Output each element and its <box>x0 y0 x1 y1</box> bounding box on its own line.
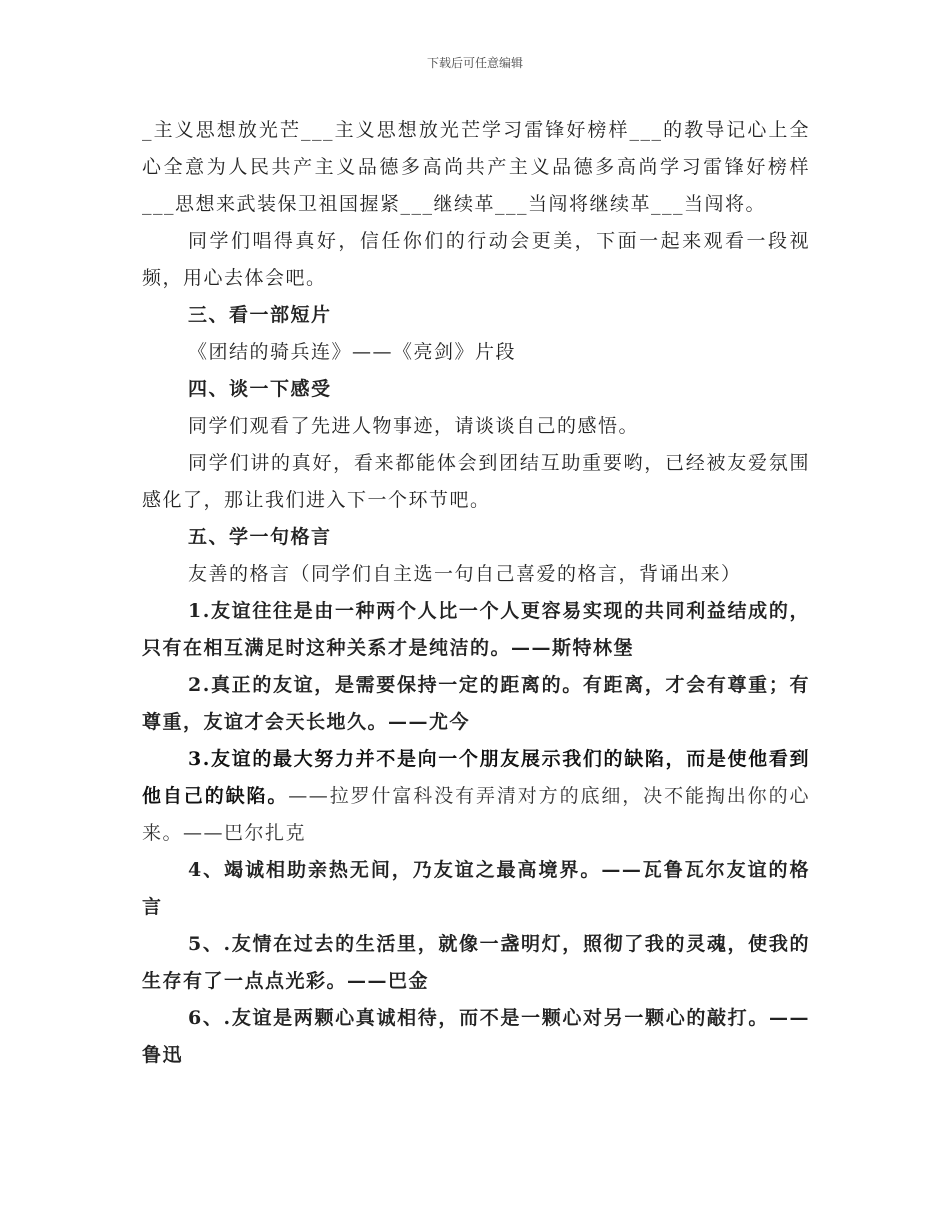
quote-item-3 <box>142 741 810 852</box>
paragraph-transition-next: 同学们讲的真好，看来都能体会到团结互助重要哟，已经被友爱氛围感化了，那让我们进入下一个环节吧。 <box>142 452 810 511</box>
paragraph-quote-intro: 友善的格言（同学们自主选一句自己喜爱的格言，背诵出来） <box>188 563 742 585</box>
quote-item-1: 1.友谊往往是由一种两个人比一个人更容易实现的共同利益结成的，只有在相互满足时这种关系才是纯洁的。——斯特林堡 <box>142 600 810 659</box>
quote-item-3-bold: 3.友谊的最大努力并不是向一个朋友展示我们的缺陷，而是使他看到他自己的缺陷。 <box>142 748 810 807</box>
page-header: 下载后可任意编辑 <box>426 56 523 70</box>
quote-item-3-rest: ——拉罗什富科没有弄清对方的底细，决不能掏出你的心来。——巴尔扎克 <box>142 785 810 844</box>
paragraph-discussion-prompt: 同学们观看了先进人物事迹，请谈谈自己的感悟。 <box>188 415 640 437</box>
quote-item-4: 4、竭诚相助亲热无间，乃友谊之最高境界。——瓦鲁瓦尔友谊的格言 <box>142 859 810 918</box>
paragraph-film-title: 《团结的骑兵连》——《亮剑》片段 <box>188 341 517 363</box>
document-body <box>142 112 810 1074</box>
paragraph-song-lyrics: _主义思想放光芒___主义思想放光芒学习雷锋好榜样___的教导记心上全心全意为人民共产主义品德多高尚共产主义品德多高尚学习雷锋好榜样___思想来武装保卫祖国握紧___继续革___当闯将继续革___当闯将。 <box>142 119 810 215</box>
section-heading-4: 四、谈一下感受 <box>188 378 332 400</box>
paragraph-transition-video: 同学们唱得真好，信任你们的行动会更美，下面一起来观看一段视频，用心去体会吧。 <box>142 230 810 289</box>
section-heading-5: 五、学一句格言 <box>188 526 332 548</box>
quote-item-6: 6、.友谊是两颗心真诚相待，而不是一颗心对另一颗心的敲打。——鲁迅 <box>142 1007 810 1066</box>
quote-item-5: 5、.友情在过去的生活里，就像一盏明灯，照彻了我的灵魂，使我的生存有了一点点光彩。——巴金 <box>142 933 810 992</box>
quote-item-2: 2.真正的友谊，是需要保持一定的距离的。有距离，才会有尊重；有尊重，友谊才会天长地久。——尤今 <box>142 674 810 733</box>
section-heading-3: 三、看一部短片 <box>188 304 332 326</box>
